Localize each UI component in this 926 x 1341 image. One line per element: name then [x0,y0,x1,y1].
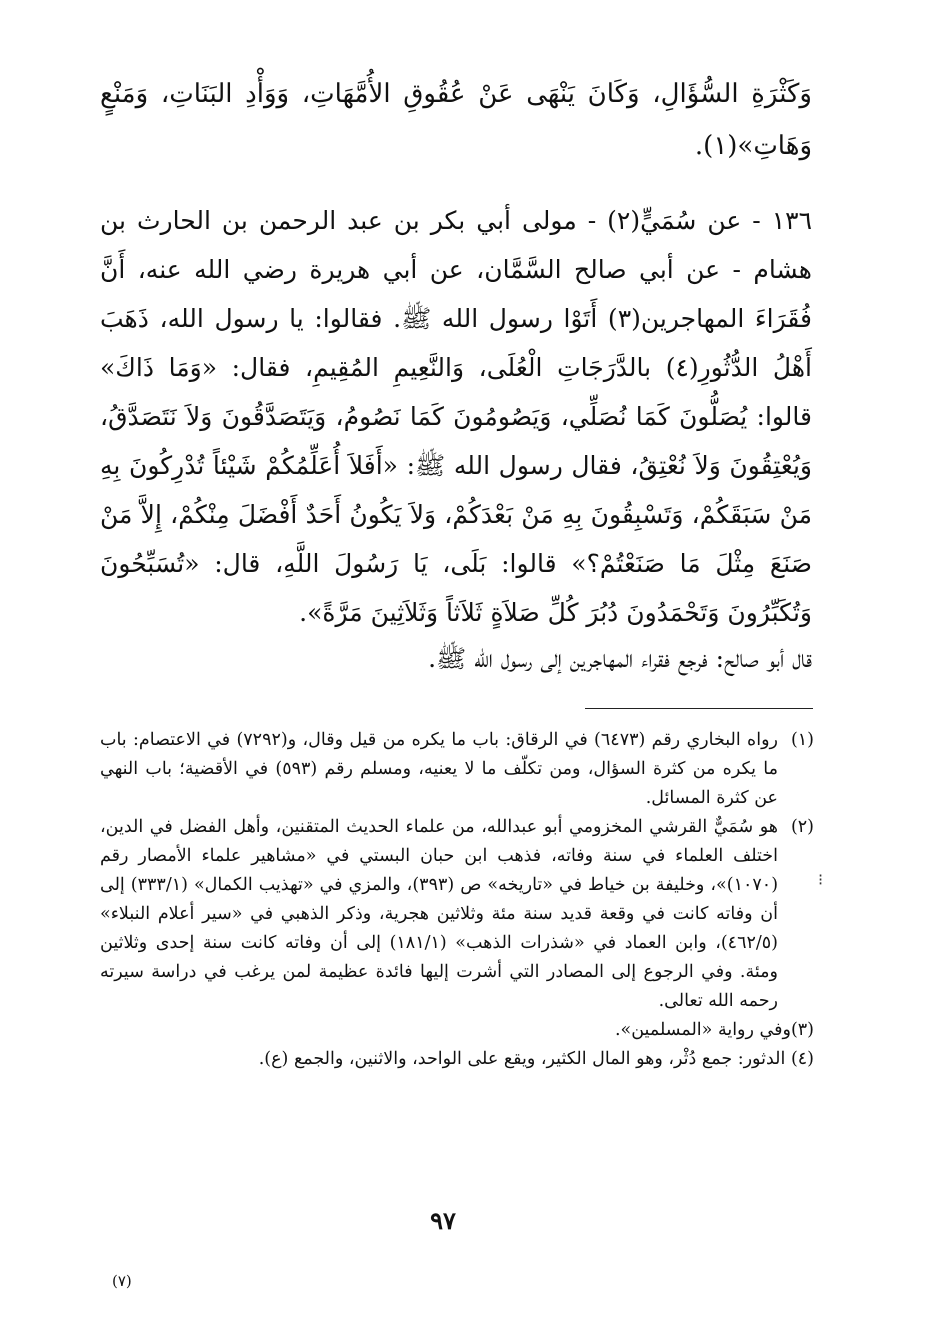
footnote-separator [585,708,813,709]
footnote-text: رواه البخاري رقم (٦٤٧٣) في الرقاق: باب ما يكره من قيل وقال، و(٧٢٩٢) في الاعتصام: باب ما يكره من كثرة السؤال، ومن تكلّف ما لا يعنيه، ومسلم رقم (٥٩٣) في الأقضية؛ باب النهي عن كثرة المسائل. [100,730,778,808]
footnote-number: (٢) [790,817,814,837]
hadith-paragraph [100,196,812,637]
footnote-number: (٤) [790,1049,814,1069]
footnote [100,1045,814,1074]
page-number: ٩٧ [430,1206,456,1235]
footnote-text: هو سُمَيٌّ القرشي المخزومي أبو عبدالله، من علماء الحديث المتقنين، وأهل الفضل في الدين، اختلف العلماء في سنة وفاته، فذهب ابن حبان البستي في «مشاهير علماء الأمصار رقم (١٠٧٠)»، وخليفة بن خياط في «تاريخه» ص (٣٩٣)، والمزي في «تهذيب الكمال» (٣٣٣/١) إلى أن وفاته كانت في وقعة قديد سنة مئة وثلاثين هجرية، وذكر الذهبي في «سير أعلام النبلاء» (٤٦٢/٥)، وابن العماد في «شذرات الذهب» (١٨١/١) إلى أن وفاته كانت سنة إحدى وثلاثين ومئة. وفي الرجوع إلى المصادر التي أشرت إليها فائدة عظيمة لمن يرغب في دراسة سيرته رحمه الله تعالى. [100,817,779,1011]
footnote [100,1016,814,1045]
signature-mark: (٧) [112,1272,132,1290]
closing-paragraph [100,634,812,683]
body-text: ١٣٦ - عن سُمَيٍّ(٢) - مولى أبي بكر بن عبد الرحمن بن الحارث بن هشام - عن أبي صالح السَّمَّان، عن أبي هريرة رضي الله عنه، أَنَّ فُقَرَاءَ المهاجرين(٣) أَتَوْا رسول الله ﷺ. فقالوا: يا رسول الله، ذَهَبَ أَهْلُ الدُّثُورِ(٤) بالدَّرَجَاتِ الْعُلَى، وَالنَّعِيمِ المُقِيمِ، فقال: «وَمَا ذَاكَ» قالوا: يُصَلُّونَ كَمَا نُصَلِّي، وَيَصُومُونَ كَمَا نَصُومُ، وَيَتَصَدَّقُونَ وَلاَ نَتَصَدَّقُ، وَيُعْتِقُونَ وَلاَ نُعْتِقُ، فقال رسول الله ﷺ: «أَفَلاَ أُعَلِّمُكُمْ شَيْئاً تُدْرِكُونَ بِهِ مَنْ سَبَقَكُمْ، وَتَسْبِقُونَ بِهِ مَنْ بَعْدَكُمْ، وَلاَ يَكُونُ أَحَدٌ أَفْضَلَ مِنْكُمْ، إِلاَّ مَنْ صَنَعَ مِثْلَ مَا صَنَعْتُمْ؟» قالوا: بَلَى، يَا رَسُولَ اللَّهِ، قال: «تُسَبِّحُونَ وَتُكَبِّرُونَ وَتَحْمَدُونَ دُبُرَ كُلِّ صَلاَةٍ ثَلاَثاً وَثَلاَثِينَ مَرَّةً». [100,206,813,627]
footnote-text: الدثور: جمع دُثْر، وهو المال الكثير، ويقع على الواحد، والاثنين، والجمع (ع). [258,1049,786,1069]
footnote [100,813,814,1016]
body-text: وَكَثْرَةِ السُّؤَالِ، وَكَانَ يَنْهَى عَنْ عُقُوقِ الأُمَّهَاتِ، وَوَأْدِ البَنَاتِ، وَمَنْعٍ وَهَاتِ»(١). [100,79,812,161]
body-paragraph-continuation [100,68,812,172]
footnote-number: (١) [790,730,814,750]
footnote-text: وفي رواية «المسلمين». [614,1020,791,1040]
footnotes [100,726,814,1074]
footnote-number: (٣) [790,1020,814,1040]
footnote [100,726,814,813]
margin-mark: ⁝ [818,870,824,889]
body-text: قال أبو صالح: فرجع فقراء المهاجرين إلى رسول الله ﷺ. [428,644,812,673]
